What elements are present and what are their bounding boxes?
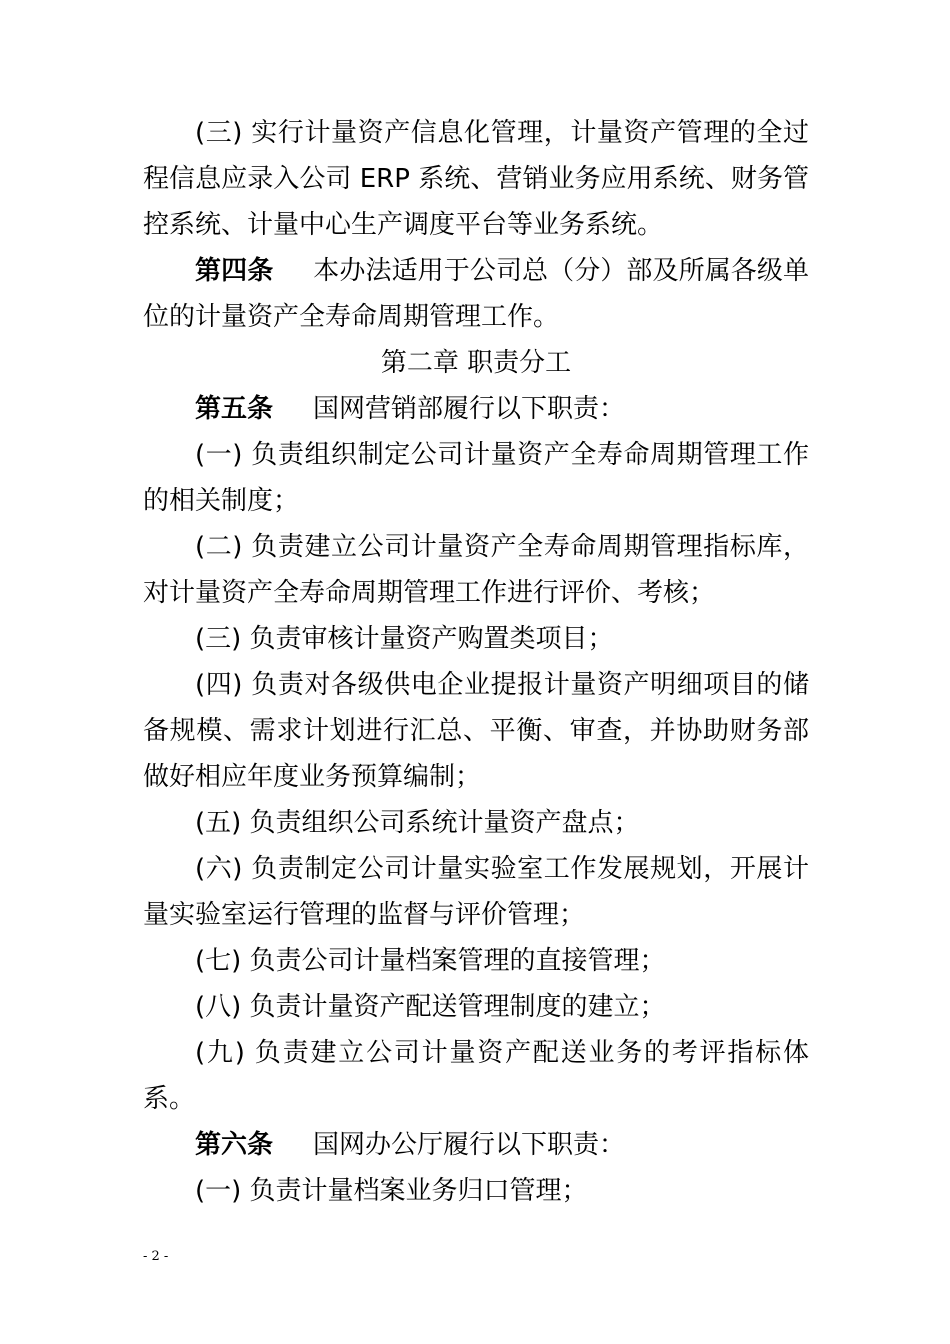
list-item-text: (三) 负责审核计量资产购置类项目； bbox=[195, 624, 614, 654]
list-item bbox=[143, 1168, 809, 1214]
page-number: - 2 - bbox=[143, 1249, 169, 1264]
article-number: 第五条 bbox=[195, 394, 274, 424]
list-item bbox=[143, 524, 809, 616]
list-item-text: (八) 负责计量资产配送管理制度的建立； bbox=[195, 992, 666, 1022]
document-body bbox=[143, 110, 809, 1214]
article-text: 国网办公厅履行以下职责： bbox=[313, 1130, 626, 1160]
list-item bbox=[143, 846, 809, 938]
list-item bbox=[143, 800, 809, 846]
list-item-text: (四) 负责对各级供电企业提报计量资产明细项目的储备规模、需求计划进行汇总、平衡、审查，并协助财务部做好相应年度业务预算编制； bbox=[143, 670, 809, 792]
list-item bbox=[143, 432, 809, 524]
list-item-text: (二) 负责建立公司计量资产全寿命周期管理指标库，对计量资产全寿命周期管理工作进行评价、考核； bbox=[143, 532, 809, 608]
paragraph-informatization bbox=[143, 110, 809, 248]
article-number: 第六条 bbox=[195, 1130, 274, 1160]
paragraph-text: (三) 实行计量资产信息化管理，计量资产管理的全过程信息应录入公司 ERP 系统、营销业务应用系统、财务管控系统、计量中心生产调度平台等业务系统。 bbox=[143, 118, 809, 240]
list-item-text: (六) 负责制定公司计量实验室工作发展规划，开展计量实验室运行管理的监督与评价管理； bbox=[143, 854, 809, 930]
article-text: 本办法适用于公司总（分）部及所属各级单位的计量资产全寿命周期管理工作。 bbox=[143, 256, 809, 332]
article-text: 国网营销部履行以下职责： bbox=[313, 394, 626, 424]
list-item bbox=[143, 1030, 809, 1122]
article-4 bbox=[143, 248, 809, 340]
chapter-heading: 第二章 职责分工 bbox=[380, 348, 572, 378]
list-item-text: (七) 负责公司计量档案管理的直接管理； bbox=[195, 946, 666, 976]
list-item-text: (一) 负责计量档案业务归口管理； bbox=[195, 1176, 588, 1206]
list-item-text: (九) 负责建立公司计量资产配送业务的考评指标体系。 bbox=[143, 1038, 809, 1114]
list-item bbox=[143, 984, 809, 1030]
article-5 bbox=[143, 386, 809, 432]
list-item-text: (五) 负责组织公司系统计量资产盘点； bbox=[195, 808, 640, 838]
list-item bbox=[143, 938, 809, 984]
list-item bbox=[143, 662, 809, 800]
list-item-text: (一) 负责组织制定公司计量资产全寿命周期管理工作的相关制度； bbox=[143, 440, 809, 516]
article-number: 第四条 bbox=[195, 256, 274, 286]
article-6 bbox=[143, 1122, 809, 1168]
list-item bbox=[143, 616, 809, 662]
